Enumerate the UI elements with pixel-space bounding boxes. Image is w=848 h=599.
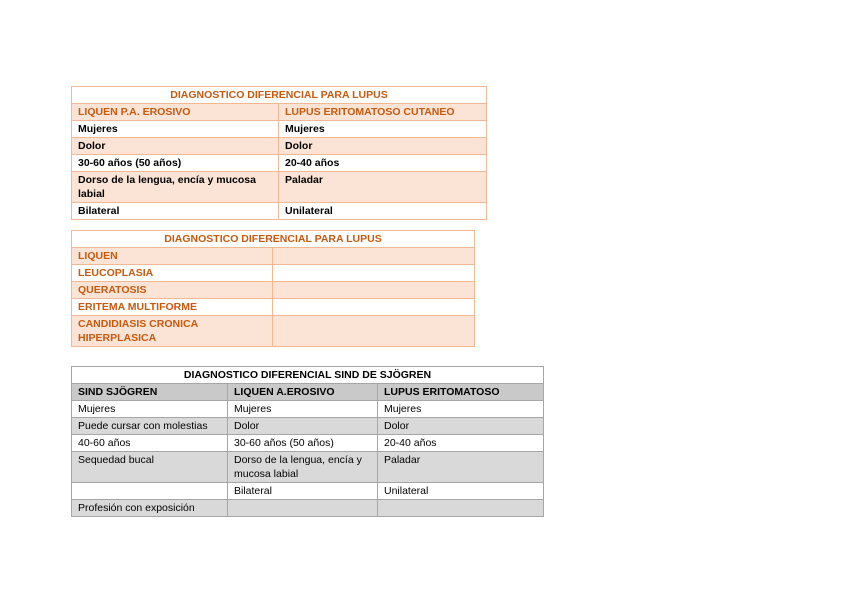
table-cell: LIQUEN	[72, 248, 273, 265]
table-cell: Dorso de la lengua, encía y mucosa labial	[228, 452, 378, 483]
column-header: SIND SJÖGREN	[72, 384, 228, 401]
table-cell: Dorso de la lengua, encía y mucosa labial	[72, 172, 279, 203]
table-cell: 30-60 años (50 años)	[228, 435, 378, 452]
table-cell: Dolor	[72, 138, 279, 155]
table-cell	[273, 299, 475, 316]
table-cell: Dolor	[228, 418, 378, 435]
table-cell: CANDIDIASIS CRONICA HIPERPLASICA	[72, 316, 273, 347]
table-cell: ERITEMA MULTIFORME	[72, 299, 273, 316]
table-title: DIAGNOSTICO DIFERENCIAL PARA LUPUS	[72, 87, 487, 104]
table-cell	[273, 248, 475, 265]
table-cell: Paladar	[279, 172, 487, 203]
column-header: LIQUEN A.EROSIVO	[228, 384, 378, 401]
table-cell: LEUCOPLASIA	[72, 265, 273, 282]
column-header: LIQUEN P.A. EROSIVO	[72, 104, 279, 121]
table-cell: Sequedad bucal	[72, 452, 228, 483]
table-cell: 30-60 años (50 años)	[72, 155, 279, 172]
column-header: LUPUS ERITOMATOSO	[378, 384, 544, 401]
column-header: LUPUS ERITOMATOSO CUTANEO	[279, 104, 487, 121]
table-cell: Mujeres	[72, 121, 279, 138]
table-cell: Puede cursar con molestias	[72, 418, 228, 435]
sjogren-differential-table	[71, 366, 544, 517]
table-cell	[72, 483, 228, 500]
table-cell: Profesión con exposición	[72, 500, 228, 517]
table-cell: Dolor	[279, 138, 487, 155]
table-cell	[273, 316, 475, 347]
table-cell	[228, 500, 378, 517]
lupus-differential-table	[71, 86, 487, 220]
table-cell: 20-40 años	[279, 155, 487, 172]
table-cell	[378, 500, 544, 517]
table-cell: Mujeres	[279, 121, 487, 138]
table-cell: Paladar	[378, 452, 544, 483]
table-cell: Mujeres	[72, 401, 228, 418]
table-cell: QUERATOSIS	[72, 282, 273, 299]
table-title: DIAGNOSTICO DIFERENCIAL PARA LUPUS	[72, 231, 475, 248]
lupus-differential-list-table	[71, 230, 475, 347]
table-cell: Unilateral	[279, 203, 487, 220]
table-cell: Mujeres	[228, 401, 378, 418]
table-cell: 40-60 años	[72, 435, 228, 452]
table-cell: Bilateral	[228, 483, 378, 500]
table-cell: Mujeres	[378, 401, 544, 418]
table-cell	[273, 282, 475, 299]
table-cell	[273, 265, 475, 282]
table-cell: Bilateral	[72, 203, 279, 220]
table-title: DIAGNOSTICO DIFERENCIAL SIND DE SJÖGREN	[72, 367, 544, 384]
table-cell: Dolor	[378, 418, 544, 435]
table-cell: 20-40 años	[378, 435, 544, 452]
table-cell: Unilateral	[378, 483, 544, 500]
